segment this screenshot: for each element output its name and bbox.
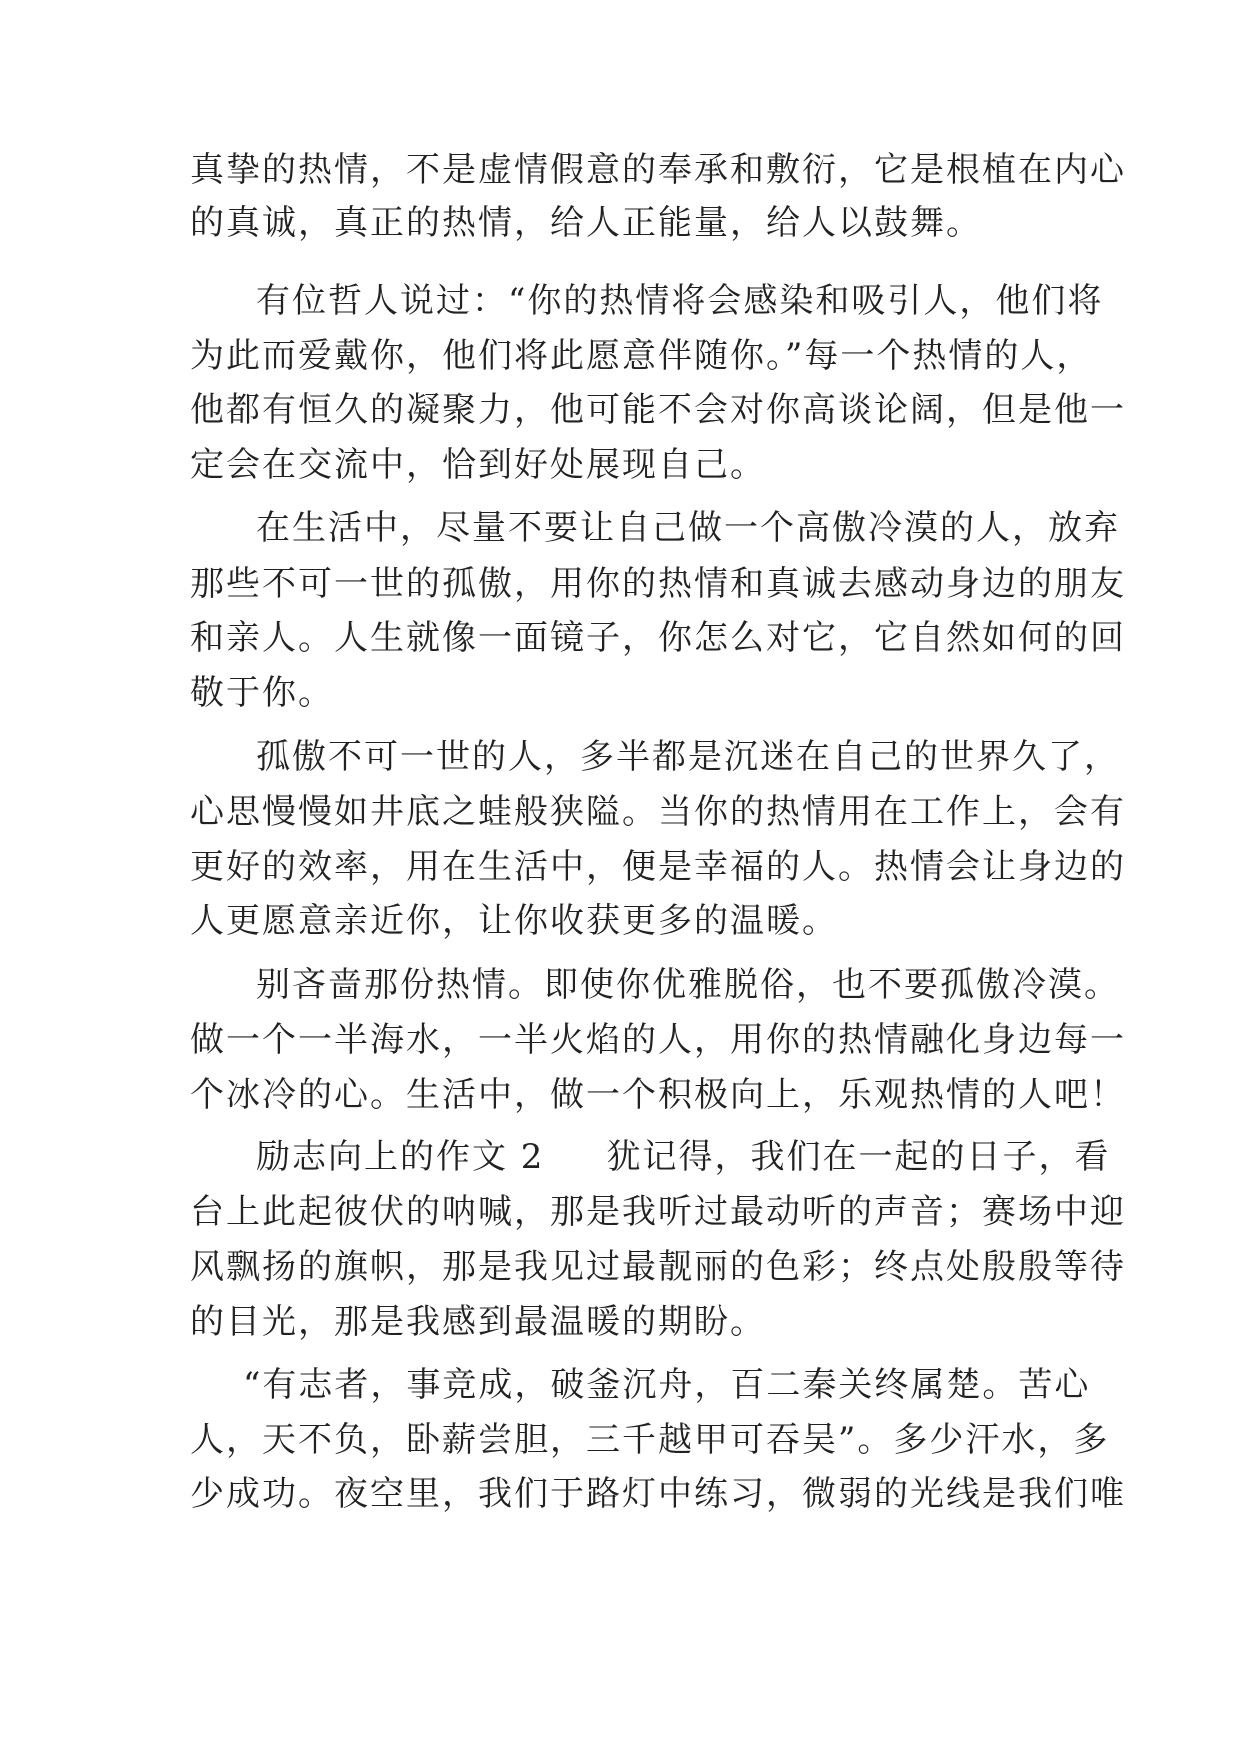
- text-line: 人更愿意亲近你，让你收获更多的温暖。: [190, 901, 838, 941]
- essay-heading: 励志向上的作文 2: [256, 1137, 545, 1177]
- text-line: 台上此起彼伏的呐喊，那是我听过最动听的声音；赛场中迎: [190, 1192, 1126, 1232]
- text-line: 别吝啬那份热情。即使你优雅脱俗，也不要孤傲冷漠。: [256, 965, 1120, 1005]
- text-line: 真挚的热情，不是虚情假意的奉承和敷衍，它是根植在内心: [190, 150, 1126, 190]
- text-line: 心思慢慢如井底之蛙般狭隘。当你的热情用在工作上，会有: [190, 792, 1126, 832]
- text-line: 孤傲不可一世的人，多半都是沉迷在自己的世界久了，: [256, 737, 1120, 777]
- heading-line: [256, 1137, 1110, 1177]
- text-line: 人，天不负，卧薪尝胆，三千越甲可吞吴”。多少汗水，多: [190, 1420, 1110, 1460]
- text-line: 在生活中，尽量不要让自己做一个高傲冷漠的人，放弃: [256, 508, 1120, 548]
- text-line: 敬于你。: [190, 673, 334, 713]
- text-line: 的目光，那是我感到最温暖的期盼。: [190, 1302, 766, 1342]
- text-line: 定会在交流中，恰到好处展现自己。: [190, 445, 766, 485]
- text-line: 和亲人。人生就像一面镜子，你怎么对它，它自然如何的回: [190, 618, 1126, 658]
- text-line: 个冰冷的心。生活中，做一个积极向上，乐观热情的人吧！: [190, 1075, 1126, 1115]
- text-line: 少成功。夜空里，我们于路灯中练习，微弱的光线是我们唯: [190, 1474, 1126, 1514]
- heading-continuation: 犹记得，我们在一起的日子，看: [606, 1137, 1111, 1177]
- text-line: 做一个一半海水，一半火焰的人，用你的热情融化身边每一: [190, 1020, 1126, 1060]
- text-line: 那些不可一世的孤傲，用你的热情和真诚去感动身边的朋友: [190, 564, 1126, 604]
- text-line: “有志者，事竞成，破釜沉舟，百二秦关终属楚。苦心: [243, 1365, 1091, 1405]
- text-line: 他都有恒久的凝聚力，他可能不会对你高谈论阔，但是他一: [190, 390, 1126, 430]
- text-line: 风飘扬的旗帜，那是我见过最靓丽的色彩；终点处殷殷等待: [190, 1247, 1126, 1287]
- text-line: 为此而爱戴你，他们将此愿意伴随你。”每一个热情的人，: [190, 336, 1093, 376]
- text-line: 的真诚，真正的热情，给人正能量，给人以鼓舞。: [190, 203, 982, 243]
- text-line: 有位哲人说过：“你的热情将会感染和吸引人，他们将: [256, 281, 1104, 321]
- text-line: 更好的效率，用在生活中，便是幸福的人。热情会让身边的: [190, 847, 1126, 887]
